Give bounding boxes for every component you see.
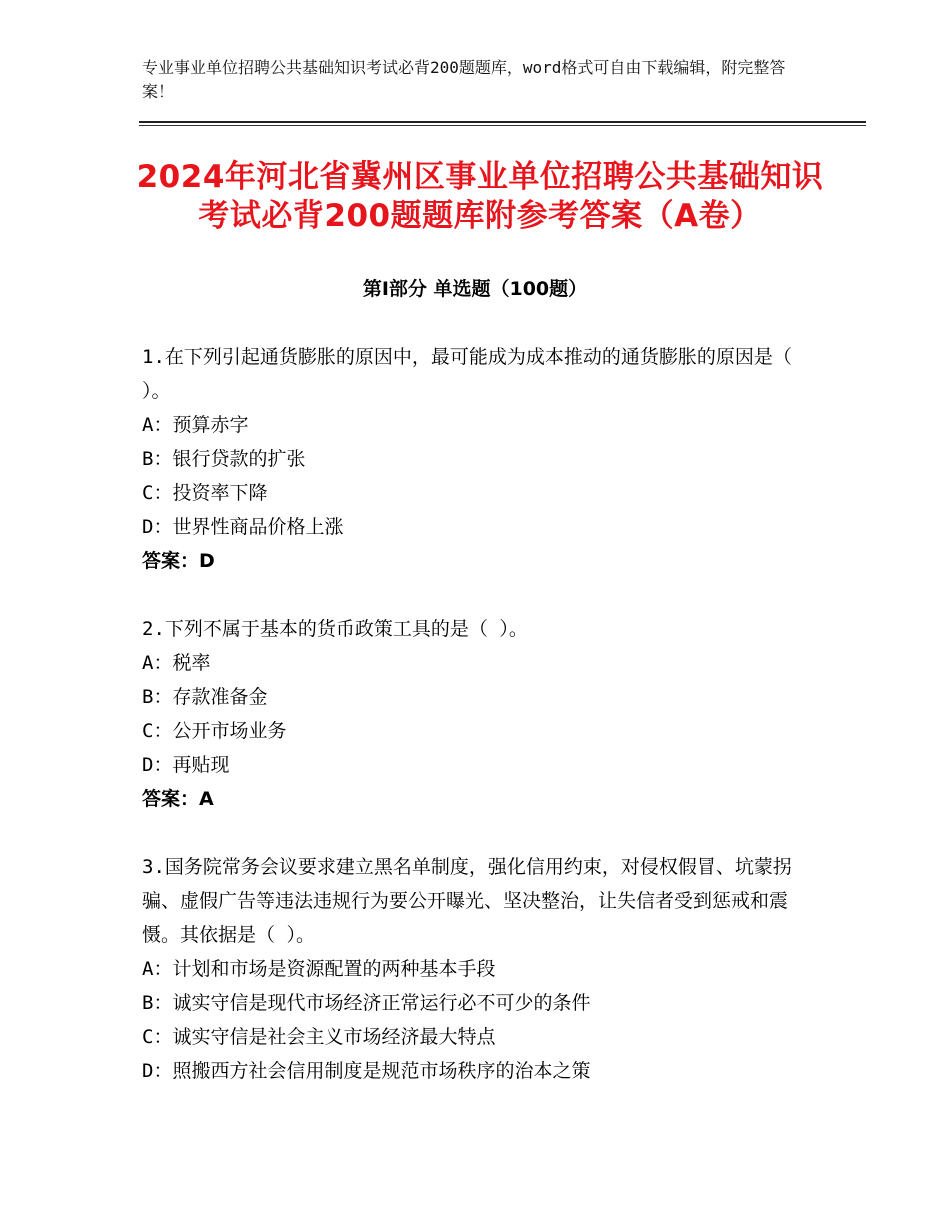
question-stem: 2.下列不属于基本的货币政策工具的是（ ）。 <box>142 618 528 640</box>
document-title: 2024年河北省冀州区事业单位招聘公共基础知识考试必背200题题库附参考答案（A卷） <box>136 159 824 234</box>
question-3 <box>142 850 807 1088</box>
question-stem: 1.在下列引起通货膨胀的原因中，最可能成为成本推动的通货膨胀的原因是（ ）。 <box>142 346 792 402</box>
option-a: A：预算赤字 <box>142 414 249 436</box>
answer-line: 答案：D <box>142 550 215 572</box>
question-list <box>142 340 807 1122</box>
question-2 <box>142 612 807 816</box>
option-d: D：再贴现 <box>142 754 230 776</box>
option-d: D：照搬西方社会信用制度是规范市场秩序的治本之策 <box>142 1060 591 1082</box>
option-b: B：存款准备金 <box>142 686 268 708</box>
option-d: D：世界性商品价格上涨 <box>142 516 344 538</box>
option-c: C：投资率下降 <box>142 482 268 504</box>
option-c: C：诚实守信是社会主义市场经济最大特点 <box>142 1026 496 1048</box>
answer-line: 答案：A <box>142 788 214 810</box>
option-b: B：银行贷款的扩张 <box>142 448 306 470</box>
option-c: C：公开市场业务 <box>142 720 287 742</box>
question-stem: 3.国务院常务会议要求建立黑名单制度，强化信用约束，对侵权假冒、坑蒙拐骗、虚假广告等违法违规行为要公开曝光、坚决整治，让失信者受到惩戒和震慑。其依据是（ ）。 <box>142 856 792 946</box>
option-a: A：税率 <box>142 652 211 674</box>
header-rule-thin <box>139 125 866 126</box>
header-note: 专业事业单位招聘公共基础知识考试必背200题题库，word格式可自由下载编辑，附完整答案！ <box>142 58 786 101</box>
section-title: 第Ⅰ部分 单选题（100题） <box>362 278 588 300</box>
option-b: B：诚实守信是现代市场经济正常运行必不可少的条件 <box>142 992 591 1014</box>
header-rule-thick <box>139 121 866 123</box>
option-a: A：计划和市场是资源配置的两种基本手段 <box>142 958 496 980</box>
question-1 <box>142 340 807 578</box>
